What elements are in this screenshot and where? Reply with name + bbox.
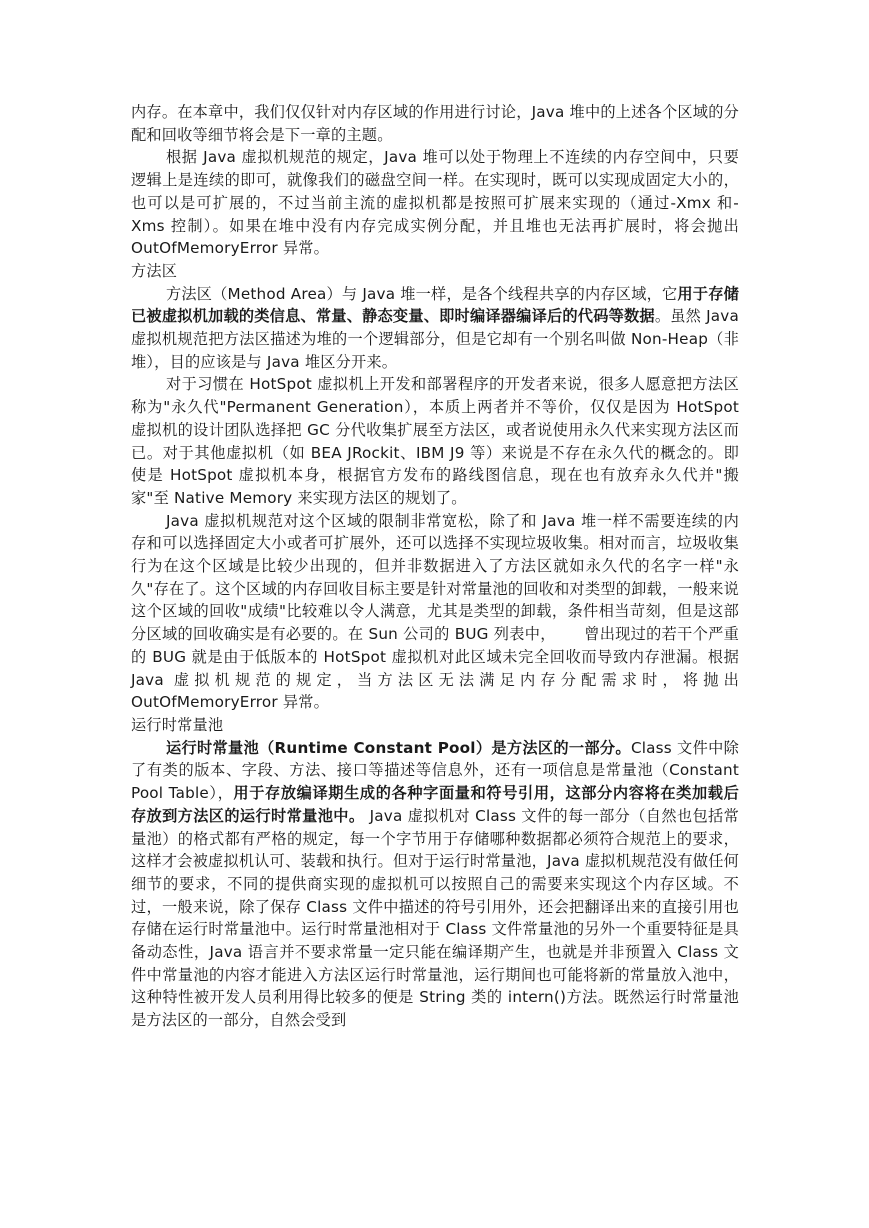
- document-page: [131, 101, 739, 1032]
- text-run: Class 文件中除了有类的版本、字段、方法、接口等描述等信息外，还有一项信息是常量池（Constant Pool Table），: [131, 738, 739, 803]
- bold-text-run: 运行时常量池（Runtime Constant Pool）是方法区的一部分。: [165, 738, 631, 757]
- bold-text-run: 用于存储已被虚拟机加载的类信息、常量、静态变量、即时编译器编译后的代码等数据: [131, 284, 739, 326]
- paragraph-permanent-generation: 对于习惯在 HotSpot 虚拟机上开发和部署程序的开发者来说，很多人愿意把方法区称为"永久代"Permanent Generation），本质上两者并不等价，仅仅是因为 HotSpot 虚拟机的设计团队选择把 GC 分代收集扩展至方法区，或者说使用永久代来实现方法区而已。对于其他虚拟机（如 BEA JRockit、IBM J9 等）来说是不存在永久代的概念的。即使是 HotSpot 虚拟机本身，根据官方发布的路线图信息，现在也有放弃永久代并"搬家"至 Native Memory 来实现方法区的规划了。: [131, 375, 739, 507]
- paragraph-runtime-constant-pool: [131, 737, 739, 1032]
- text-run: Java 虚拟机对 Class 文件的每一部分（自然也包括常量池）的格式都有严格的规定，每一个字节用于存储哪种数据都必须符合规范上的要求，这样才会被虚拟机认可、装载和执行。但对于运行时常量池，Java 虚拟机规范没有做任何细节的要求，不同的提供商实现的虚拟机可以按照自己的需要来实现这个内存区域。不过，一般来说，除了保存 Class 文件中描述的符号引用外，还会把翻译出来的直接引用也存储在运行时常量池中。运行时常量池相对于 Class 文件常量池的另外一个重要特征是具备动态性，Java 语言并不要求常量一定只能在编译期产生，也就是并非预置入 Class 文件中常量池的内容才能进入方法区运行时常量池，运行期间也可能将新的常量放入池中，这种特性被开发人员利用得比较多的便是 String 类的 intern()方法。既然运行时常量池是方法区的一部分，自然会受到: [131, 806, 739, 1030]
- text-run: 。虽然 Java 虚拟机规范把方法区描述为堆的一个逻辑部分，但是它却有一个别名叫做 Non-Heap（非堆），目的应该是与 Java 堆区分开来。: [131, 307, 739, 371]
- paragraph-method-area-intro: [131, 283, 739, 374]
- section-heading-runtime-constant-pool: 运行时常量池: [131, 715, 224, 734]
- section-heading-method-area: 方法区: [131, 261, 178, 280]
- paragraph-method-area-gc: Java 虚拟机规范对这个区域的限制非常宽松，除了和 Java 堆一样不需要连续的内存和可以选择固定大小或者可扩展外，还可以选择不实现垃圾收集。相对而言，垃圾收集行为在这个区域是比较少出现的，但并非数据进入了方法区就如永久代的名字一样"永久"存在了。这个区域的内存回收目标主要是针对常量池的回收和对类型的卸载，一般来说这个区域的回收"成绩"比较难以令人满意，尤其是类型的卸载，条件相当苛刻，但是这部分区域的回收确实是有必要的。在 Sun 公司的 BUG 列表中， 曾出现过的若干个严重的 BUG 就是由于低版本的 HotSpot 虚拟机对此区域未完全回收而导致内存泄漏。根据 Java 虚拟机规范的规定，当方法区无法满足内存分配需求时，将抛出 OutOfMemoryError 异常。: [131, 511, 739, 712]
- text-run: 方法区（Method Area）与 Java 堆一样，是各个线程共享的内存区域，它: [165, 284, 678, 303]
- paragraph-heap-spec: 根据 Java 虚拟机规范的规定，Java 堆可以处于物理上不连续的内存空间中，只要逻辑上是连续的即可，就像我们的磁盘空间一样。在实现时，既可以实现成固定大小的，也可以是可扩展的，不过当前主流的虚拟机都是按照可扩展来实现的（通过-Xmx 和-Xms 控制）。如果在堆中没有内存完成实例分配，并且堆也无法再扩展时，将会抛出 OutOfMemoryError 异常。: [131, 148, 739, 258]
- bold-text-run: 用于存放编译期生成的各种字面量和符号引用，这部分内容将在类加载后存放到方法区的运行时常量池中。: [131, 784, 739, 825]
- paragraph-heap-intro: 内存。在本章中，我们仅仅针对内存区域的作用进行讨论，Java 堆中的上述各个区域的分配和回收等细节将会是下一章的主题。: [131, 103, 739, 144]
